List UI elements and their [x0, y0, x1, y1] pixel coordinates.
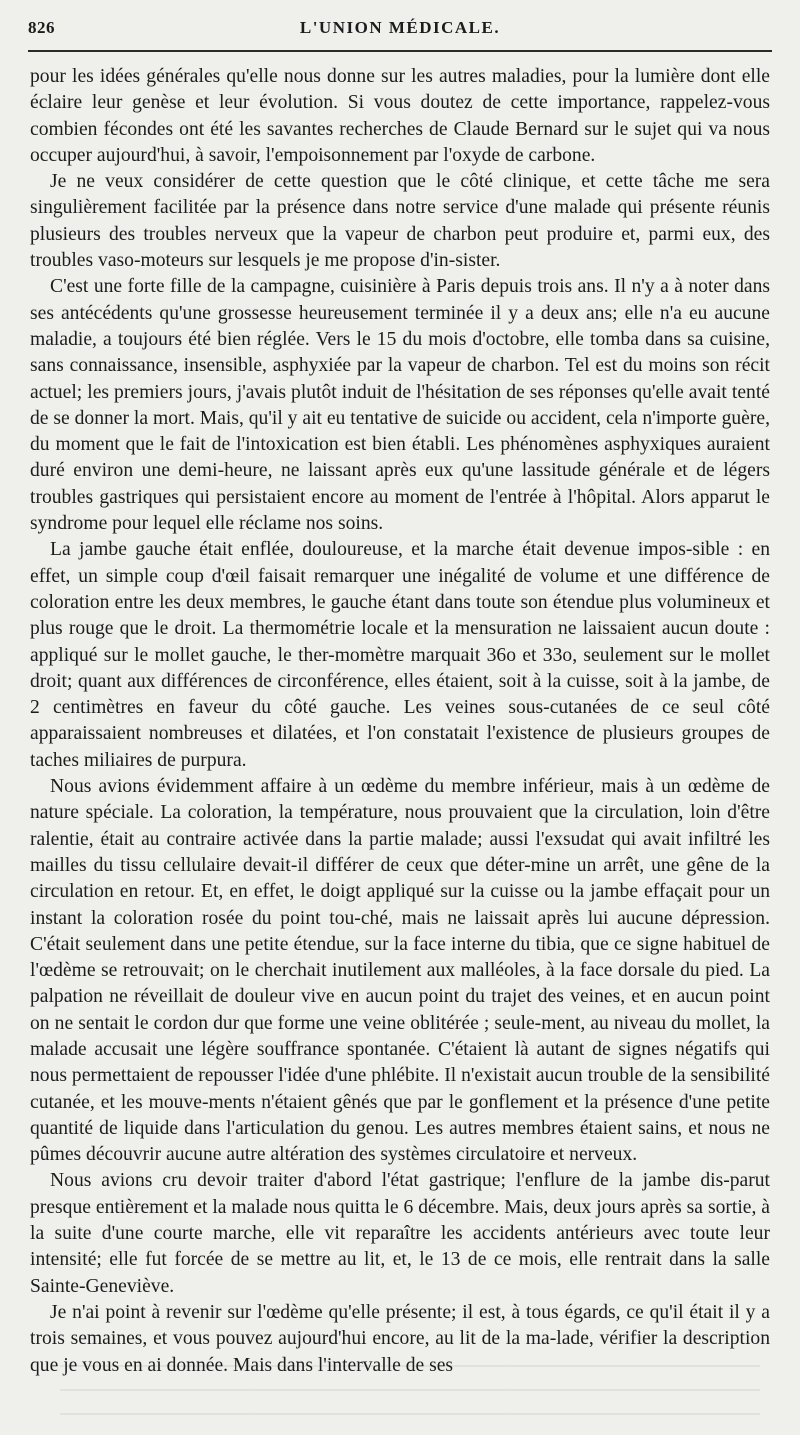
paragraph: Nous avions évidemment affaire à un œdème du membre inférieur, mais à un œdème de nature spéciale. La coloration, la température, nous prouvaient que la circulation, loin d'être ralentie, était au contraire activée dans la partie malade; aussi l'exsudat qui avait infiltré les mailles du tissu cellulaire devait-il différer de ceux que déter-mine un arrêt, une gêne de la circulation en retour. Et, en effet, le doigt appliqué sur la cuisse ou la jambe effaçait pour un instant la coloration rosée du point tou-ché, mais ne laissait après lui aucune dépression. C'était seulement dans une petite étendue, sur la face interne du tibia, que ce signe habituel de l'œdème se retrouvait; on le cherchait inutilement aux malléoles, à la face dorsale du pied. La palpation ne réveillait de douleur vive en aucun point du trajet des veines, et en aucun point on ne sentait le cordon dur que forme une veine oblitérée ; seule-ment, au niveau du mollet, la malade accusait une légère souffrance spontanée. C'étaient là autant de signes négatifs qui nous permettaient de repousser l'idée d'une phlébite. Il n'existait aucun trouble de la sensibilité cutanée, et les mouve-ments n'étaient gênés que par le gonflement et la présence d'une petite quantité de liquide dans l'articulation du genou. Les autres membres étaient sains, et nous ne pûmes découvrir aucune autre altération des systèmes circulatoire et nerveux. — [30, 776, 770, 1166]
page-header — [28, 18, 772, 46]
article-body — [30, 64, 770, 1379]
running-title: L'UNION MÉDICALE. — [299, 18, 501, 37]
bleed-through-shadow — [60, 1365, 760, 1425]
paragraph: pour les idées générales qu'elle nous donne sur les autres maladies, pour la lumière dont elle éclaire leur genèse et leur évolution. Si vous doutez de cette importance, rappelez-vous combien fécondes ont été les savantes recherches de Claude Bernard sur le sujet qui va nous occuper aujourd'hui, à savoir, l'empoisonnement par l'oxyde de carbone. — [30, 66, 770, 166]
paragraph: Je ne veux considérer de cette question que le côté clinique, et cette tâche me sera singulièrement facilitée par la présence dans notre service d'une malade qui présente réunis plusieurs des troubles nerveux que la vapeur de charbon peut produire et, parmi eux, des troubles vaso-moteurs sur lesquels je me propose d'in-sister. — [30, 171, 770, 272]
paragraph: La jambe gauche était enflée, douloureuse, et la marche était devenue impos-sible : en effet, un simple coup d'œil faisait remarquer une inégalité de volume et une différence de coloration entre les deux membres, le gauche étant dans toute son étendue plus volumineux et plus rouge que le droit. La thermométrie locale et la mensuration ne laissaient aucun doute : appliqué sur le mollet gauche, le ther-momètre marquait 36o et 33o, seulement sur le mollet droit; quant aux différences de circonférence, elles étaient, soit à la cuisse, soit à la jambe, de 2 centimètres en faveur du côté gauche. Les veines sous-cutanées de ce seul côté apparaissaient nombreuses et dilatées, et l'on constatait l'existence de plusieurs groupes de taches miliaires de purpura. — [30, 539, 770, 771]
page-number: 826 — [28, 18, 55, 37]
paragraph: Je n'ai point à revenir sur l'œdème qu'elle présente; il est, à tous égards, ce qu'il était il y a trois semaines, et vous pouvez aujourd'hui encore, au lit de la ma-lade, vérifier la description que je vous en ai donnée. Mais dans l'intervalle de ses — [30, 1301, 770, 1376]
paragraph: Nous avions cru devoir traiter d'abord l'état gastrique; l'enflure de la jambe dis-parut presque entièrement et la malade nous quitta le 6 décembre. Mais, deux jours après sa sortie, à la suite d'une courte marche, elle vit reparaître les accidents antérieurs avec toute leur intensité; elle fut forcée de se mettre au lit, et, le 13 de ce mois, elle rentrait dans la salle Sainte-Geneviève. — [30, 1170, 770, 1297]
header-rule — [28, 50, 772, 52]
paragraph: C'est une forte fille de la campagne, cuisinière à Paris depuis trois ans. Il n'y a à noter dans ses antécédents qu'une grossesse heureusement terminée il y a deux ans; elle n'a eu aucune maladie, a toujours été bien réglée. Vers le 15 du mois d'octobre, elle tomba dans sa cuisine, sans connaissance, insensible, asphyxiée par la vapeur de charbon. Tel est du moins son récit actuel; les premiers jours, j'avais plutôt induit de l'hésitation de ses réponses qu'elle avait tenté de se donner la mort. Mais, qu'il y ait eu tentative de suicide ou accident, cela n'importe guère, du moment que le fait de l'intoxication est bien établi. Les phénomènes asphyxiques auraient duré environ une demi-heure, ne laissant après eux qu'une lassitude générale et de légers troubles gastriques qui persistaient encore au moment de l'entrée à l'hôpital. Alors apparut le syndrome pour lequel elle réclame nos soins. — [30, 276, 770, 535]
